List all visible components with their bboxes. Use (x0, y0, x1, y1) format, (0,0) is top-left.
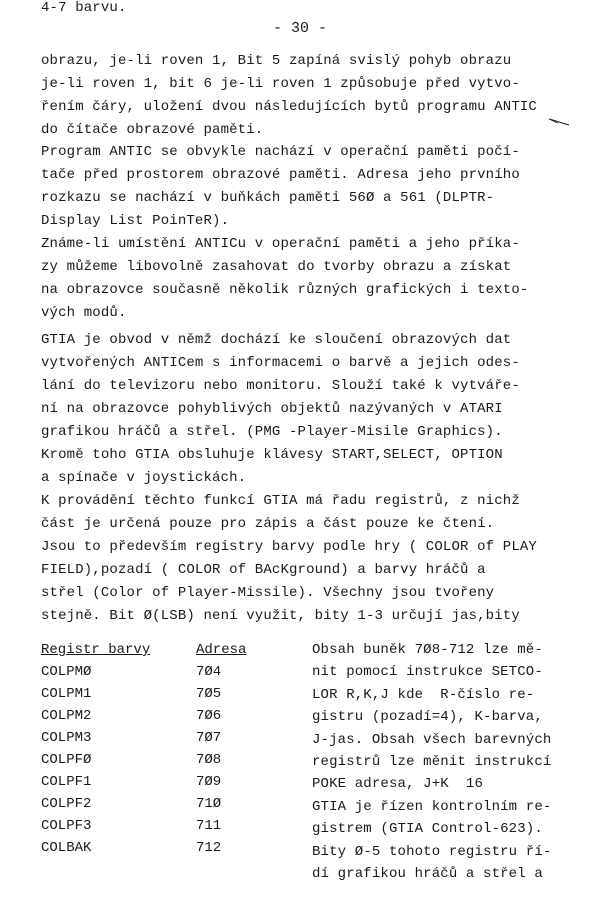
text-line: do čítače obrazové paměti. (41, 122, 264, 138)
register-name: COLPF2 (41, 796, 92, 812)
register-address: 71Ø (196, 796, 222, 812)
text-line: Známe-li umístění ANTICu v operační paměti a jeho příka- (41, 236, 520, 252)
register-name: COLPM3 (41, 730, 92, 746)
text-line: J-jas. Obsah všech barevných (312, 731, 552, 748)
table-row (41, 796, 281, 818)
table-header (41, 642, 281, 664)
text-line: Kromě toho GTIA obsluhuje klávesy START,SELECT, OPTION (41, 447, 503, 463)
register-name: COLPFØ (41, 752, 92, 768)
text-line: část je určená pouze pro zápis a část pouze ke čtení. (41, 516, 495, 532)
register-address: 712 (196, 840, 222, 856)
text-line: na obrazovce současně několik různých grafických i texto- (41, 282, 529, 298)
header-register: Registr barvy (41, 642, 151, 658)
text-line: K provádění těchto funkcí GTIA má řadu registrů, z nichž (41, 493, 520, 509)
text-line: GTIA je řízen kontrolním re- (312, 798, 552, 815)
text-line: Program ANTIC se obvykle nachází v operační paměti počí- (41, 144, 520, 160)
register-name: COLPF1 (41, 774, 92, 790)
text-line: nit pomocí instrukce SETCO- (312, 664, 543, 681)
text-line: je-li roven 1, bit 6 je-li roven 1 způsobuje před vytvo- (41, 76, 520, 92)
text-line: lání do televizoru nebo monitoru. Slouží také k vytváře- (41, 378, 520, 394)
text-line: Display List PoinTeR). (41, 213, 230, 229)
register-address: 7Ø6 (196, 708, 222, 724)
side-paragraph (312, 642, 551, 888)
text-line: Bity Ø-5 tohoto registru ří- (312, 843, 552, 860)
handwritten-mark-icon (548, 118, 570, 126)
table-row (41, 818, 281, 840)
text-line: Jsou to především registry barvy podle hry ( COLOR of PLAY (41, 539, 537, 555)
table-row (41, 708, 281, 730)
text-line: stejně. Bit Ø(LSB) není využit, bity 1-3 určují jas,bity (41, 608, 520, 624)
table-row (41, 752, 281, 774)
table-row (41, 774, 281, 796)
text-line: ní na obrazovce pohyblivých objektů nazývaných v ATARI (41, 401, 503, 417)
register-name: COLPM2 (41, 708, 92, 724)
register-address: 7Ø9 (196, 774, 222, 790)
register-name: COLPF3 (41, 818, 92, 834)
table-row (41, 686, 281, 708)
text-line: grafikou hráčů a střel. (PMG -Player-Misile Graphics). (41, 424, 503, 440)
register-address: 711 (196, 818, 222, 834)
text-line: registrů lze měnit instrukcí (312, 753, 552, 770)
text-line: rozkazu se nachází v buňkách paměti 56Ø a 561 (DLPTR- (41, 190, 495, 206)
text-line: POKE adresa, J+K 16 (312, 776, 484, 793)
table-row (41, 840, 281, 862)
register-address: 7Ø8 (196, 752, 222, 768)
text-line: zy můžeme libovolně zasahovat do tvorby obrazu a získat (41, 259, 512, 275)
page-number: - 30 - (272, 20, 327, 37)
text-line: gistru (pozadí=4), K-barva, (312, 709, 543, 726)
text-line: střel (Color of Player-Missile). Všechny jsou tvořeny (41, 585, 495, 601)
register-address: 7Ø4 (196, 664, 222, 680)
register-address: 7Ø7 (196, 730, 222, 746)
register-address: 7Ø5 (196, 686, 222, 702)
register-name: COLBAK (41, 840, 92, 856)
text-line: a spínače v joystickách. (41, 470, 247, 486)
text-line: gistrem (GTIA Control-623). (312, 821, 543, 838)
table-row (41, 730, 281, 752)
register-name: COLPM1 (41, 686, 92, 702)
table-row (41, 664, 281, 686)
text-line: LOR R,K,J kde R-číslo re- (312, 686, 535, 703)
text-line: GTIA je obvod v němž dochází ke sloučení obrazových dat (41, 332, 512, 348)
text-line: 4-7 barvu. (41, 0, 127, 16)
text-line: FIELD),pozadí ( COLOR of BAcKground) a barvy hráčů a (41, 562, 486, 578)
text-line: Obsah buněk 7Ø8-712 lze mě- (312, 642, 543, 658)
color-register-table (41, 642, 281, 862)
text-line: dí grafikou hráčů a střel a (312, 865, 543, 882)
text-line: vytvořených ANTICem s informacemi o barvě a jejich odes- (41, 355, 520, 371)
text-line: obrazu, je-li roven 1, Bit 5 zapíná svislý pohyb obrazu (41, 53, 512, 69)
text-line: řením čáry, uložení dvou následujících bytů programu ANTIC (41, 99, 537, 115)
text-line: vých modů. (41, 305, 127, 321)
text-line: tače před prostorem obrazové paměti. Adresa jeho prvního (41, 167, 520, 183)
header-address: Adresa (196, 642, 247, 658)
register-name: COLPMØ (41, 664, 92, 680)
